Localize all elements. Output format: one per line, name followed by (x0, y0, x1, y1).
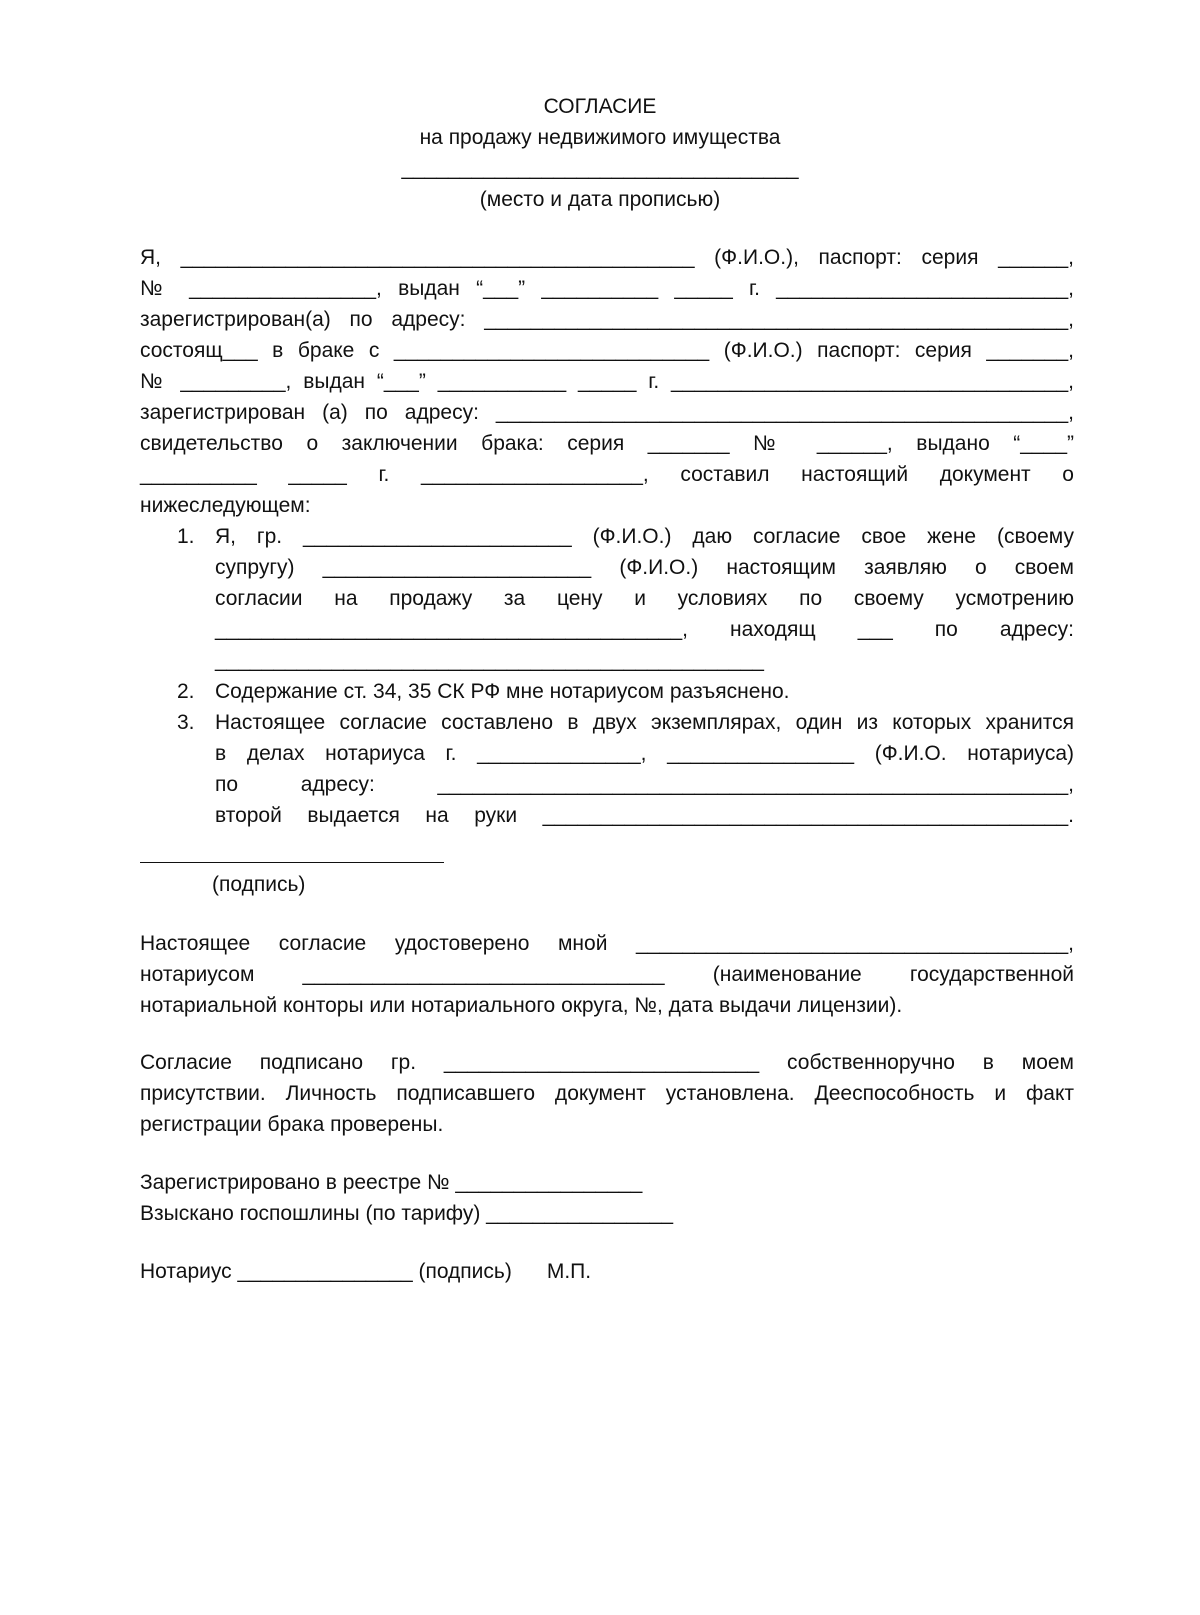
document-subtitle: на продажу недвижимого имущества (419, 126, 781, 149)
intro-line: № ________________, выдан “___” __________ _____ г. _________________________, (140, 277, 1074, 300)
intro-line: Я, ____________________________________________ (Ф.И.О.), паспорт: серия ______, (140, 246, 1074, 269)
state-fee-line: Взыскано госпошлины (по тарифу) ________________ (140, 1202, 674, 1225)
list-item-number: 2. (177, 680, 195, 703)
notary-signature-line: Нотариус _______________ (подпись) М.П. (140, 1260, 592, 1283)
numbered-list (140, 521, 1074, 831)
intro-line: __________ _____ г. ___________________, составил настоящий документ о (140, 463, 1074, 486)
notary-block (140, 1256, 1074, 1287)
signed-paragraph (140, 1047, 1074, 1140)
intro-line: свидетельство о заключении брака: серия _______ № ______, выдано “____” (140, 432, 1074, 455)
signature-line (140, 862, 444, 863)
registry-number-line: Зарегистрировано в реестре № ________________ (140, 1171, 643, 1194)
list-item-line: Я, гр. _______________________ (Ф.И.О.) даю согласие свое жене (своему (215, 525, 1074, 548)
list-item-line: в делах нотариуса г. ______________, ________________ (Ф.И.О. нотариуса) (215, 742, 1074, 765)
certification-line: нотариусом _______________________________ (наименование государственной (140, 963, 1074, 986)
place-date-blank: __________________________________ (401, 157, 799, 180)
intro-line: № _________, выдан “___” ___________ _____ г. __________________________________, (140, 370, 1074, 393)
list-item-line: Содержание ст. 34, 35 СК РФ мне нотариусом разъяснено. (215, 680, 790, 703)
intro-line: нижеследующем: (140, 494, 311, 517)
certification-line: Настоящее согласие удостоверено мной _____________________________________, (140, 932, 1074, 955)
list-item-line: супругу) _______________________ (Ф.И.О.) настоящим заявляю о своем (215, 556, 1074, 579)
list-item (140, 707, 1074, 831)
document-title: СОГЛАСИЕ (543, 95, 657, 118)
list-item-line: согласии на продажу за цену и условиях по своему усмотрению (215, 587, 1074, 610)
certification-paragraph (140, 928, 1074, 1021)
list-item-line: _______________________________________________ (215, 649, 764, 672)
list-item-number: 1. (177, 525, 195, 548)
registry-block (140, 1167, 1074, 1229)
list-item (140, 521, 1074, 676)
intro-line: состоящ___ в браке с ___________________________ (Ф.И.О.) паспорт: серия _______, (140, 339, 1074, 362)
list-item-line: Настоящее согласие составлено в двух экземплярах, один из которых хранится (215, 711, 1074, 734)
list-item-line: по адресу: ______________________________________________________, (215, 773, 1074, 796)
intro-paragraph (140, 242, 1074, 521)
list-item (140, 676, 1074, 707)
list-item-number: 3. (177, 711, 195, 734)
place-date-caption: (место и дата прописью) (479, 188, 721, 211)
list-item-line: второй выдается на руки _____________________________________________. (215, 804, 1074, 827)
signature-caption: (подпись) (212, 873, 306, 896)
signed-line: Согласие подписано гр. ___________________________ собственноручно в моем (140, 1051, 1074, 1074)
list-item-line: ________________________________________, находящ ___ по адресу: (215, 618, 1074, 641)
certification-line: нотариальной конторы или нотариального округа, №, дата выдачи лицензии). (140, 994, 903, 1017)
document-header (0, 91, 1200, 215)
signed-line: регистрации брака проверены. (140, 1113, 444, 1136)
intro-line: зарегистрирован (а) по адресу: _________________________________________________, (140, 401, 1074, 424)
signed-line: присутствии. Личность подписавшего документ установлена. Дееспособность и факт (140, 1082, 1074, 1105)
intro-line: зарегистрирован(а) по адресу: __________________________________________________, (140, 308, 1074, 331)
